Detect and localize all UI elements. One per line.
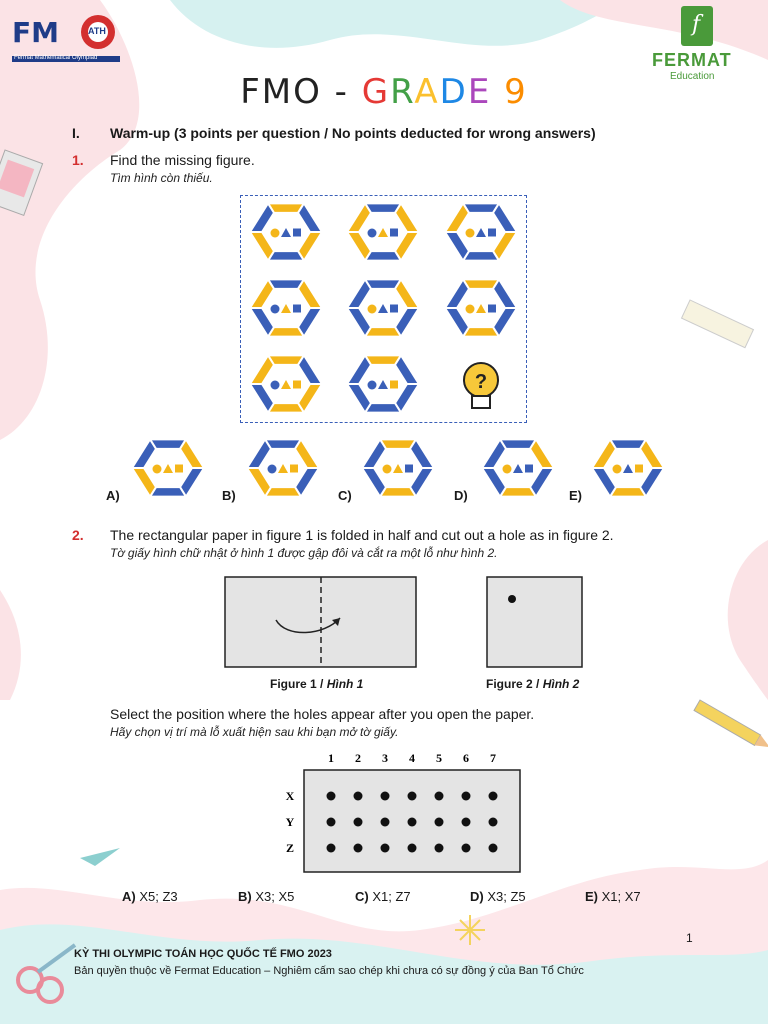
column-label: 6 — [463, 751, 469, 765]
q1-number: 1. — [72, 152, 84, 168]
grid-dot — [381, 792, 390, 801]
grid-dot — [381, 818, 390, 827]
grid-dot — [408, 818, 417, 827]
q2-choice-value: X1; X7 — [601, 889, 641, 904]
grid-dot — [435, 844, 444, 853]
puzzle-figure — [347, 355, 419, 412]
figure-2-caption: Figure 2 / Hình 2 — [486, 677, 580, 691]
q2-choice[interactable] — [122, 889, 178, 904]
section-number: I. — [72, 125, 80, 141]
q2-choice[interactable] — [355, 889, 411, 904]
option-figure — [247, 439, 319, 496]
puzzle-figure — [445, 279, 517, 336]
q2-viet: Tờ giấy hình chữ nhật ở hình 1 được gập đôi và cắt ra một lỗ như hình 2. — [110, 546, 498, 560]
fmo-logo-tagline: Fermat Mathematical Olympiad — [14, 55, 98, 61]
grid-dot — [408, 844, 417, 853]
grid-dot — [489, 818, 498, 827]
fmo-logo-text: FM — [12, 16, 59, 49]
option-b-label[interactable]: B) — [222, 488, 236, 503]
grid-dot — [462, 844, 471, 853]
q2-choice-label: A) — [122, 889, 140, 904]
row-label: Y — [285, 815, 295, 829]
column-label: 1 — [328, 751, 334, 765]
q1-viet: Tìm hình còn thiếu. — [110, 171, 213, 185]
q2-choice-label: B) — [238, 889, 256, 904]
row-label: Z — [285, 841, 295, 855]
puzzle-figure — [250, 355, 322, 412]
q2-choice-value: X3; X5 — [255, 889, 295, 904]
q2-choice-value: X1; Z7 — [372, 889, 411, 904]
grid-dot — [489, 844, 498, 853]
grid-dot — [435, 792, 444, 801]
puzzle-figure — [250, 279, 322, 336]
grid-dot — [435, 818, 444, 827]
hole-dot — [508, 595, 516, 603]
grid-dot — [354, 792, 363, 801]
option-figure — [132, 439, 204, 496]
title-letter: 9 — [491, 72, 528, 112]
option-e-label[interactable]: E) — [569, 488, 582, 503]
grid-dot — [327, 792, 336, 801]
puzzle-figure — [250, 203, 322, 260]
grid-dot — [381, 844, 390, 853]
footer-copyright: Bản quyền thuộc về Fermat Education – Nghiêm cấm sao chép khi chưa có sự đồng ý của Ban Tổ Chức — [74, 965, 584, 977]
fermat-logo-name: FERMAT — [652, 50, 732, 70]
grid-dot — [462, 792, 471, 801]
column-label: 3 — [382, 751, 388, 765]
option-d-label[interactable]: D) — [454, 488, 468, 503]
grade-letters — [362, 72, 528, 112]
title-letter: A — [414, 72, 440, 112]
q1-options — [100, 430, 680, 510]
q2-text: The rectangular paper in figure 1 is folded in half and cut out a hole as in figure 2. — [110, 527, 614, 543]
grid-dot — [408, 792, 417, 801]
fermat-book-icon: f — [681, 6, 713, 46]
grid-dot — [462, 818, 471, 827]
q2-choice-label: D) — [470, 889, 488, 904]
q2-choice[interactable] — [585, 889, 641, 904]
column-label: 2 — [355, 751, 361, 765]
title-letter: G — [361, 72, 391, 112]
grid-dot — [327, 818, 336, 827]
fmo-logo — [12, 8, 132, 64]
option-figure — [362, 439, 434, 496]
title-letter: R — [390, 72, 415, 112]
figure-2 — [486, 576, 584, 669]
svg-text:?: ? — [474, 371, 488, 393]
q2-choice[interactable] — [470, 889, 526, 904]
grid-dot — [327, 844, 336, 853]
option-figure — [482, 439, 554, 496]
page-title: FMO - GRADE 9 — [240, 72, 528, 112]
q2-choice-label: E) — [585, 889, 602, 904]
q2-select-text: Select the position where the holes appear after you open the paper. — [110, 706, 535, 722]
puzzle-grid — [240, 195, 527, 423]
puzzle-figure — [347, 279, 419, 336]
option-figure — [592, 439, 664, 496]
footer-title: KỲ THI OLYMPIC TOÁN HỌC QUỐC TẾ FMO 2023 — [74, 948, 332, 960]
q1-text: Find the missing figure. — [110, 152, 255, 168]
q2-number: 2. — [72, 527, 84, 543]
puzzle-figure — [445, 203, 517, 260]
title-letter: D — [439, 72, 468, 112]
fermat-logo-sub: Education — [670, 71, 715, 82]
puzzle-figure — [347, 203, 419, 260]
figure-1-caption: Figure 1 / Hình 1 — [270, 677, 364, 691]
lightbulb-question-icon — [464, 363, 498, 408]
grid-dot — [489, 792, 498, 801]
option-a-label[interactable]: A) — [106, 488, 120, 503]
figure-1 — [224, 576, 418, 669]
grid-dot — [354, 818, 363, 827]
column-label: 7 — [490, 751, 496, 765]
page-number: 1 — [686, 931, 693, 945]
grid-dot — [354, 844, 363, 853]
q2-choice-label: C) — [355, 889, 373, 904]
q2-choice-value: X3; Z5 — [487, 889, 526, 904]
column-label: 4 — [409, 751, 415, 765]
option-c-label[interactable]: C) — [338, 488, 352, 503]
puzzle-grid-svg — [241, 196, 528, 424]
q2-choice[interactable] — [238, 889, 294, 904]
fmo-logo-sup: ATH — [88, 26, 106, 36]
dot-grid — [276, 748, 526, 876]
section-heading: Warm-up (3 points per question / No points deducted for wrong answers) — [110, 125, 596, 141]
q2-select-viet: Hãy chọn vị trí mà lỗ xuất hiện sau khi bạn mở tờ giấy. — [110, 725, 399, 739]
q2-choice-value: X5; Z3 — [139, 889, 178, 904]
row-label: X — [285, 789, 295, 803]
title-letter: E — [467, 72, 492, 112]
column-label: 5 — [436, 751, 442, 765]
